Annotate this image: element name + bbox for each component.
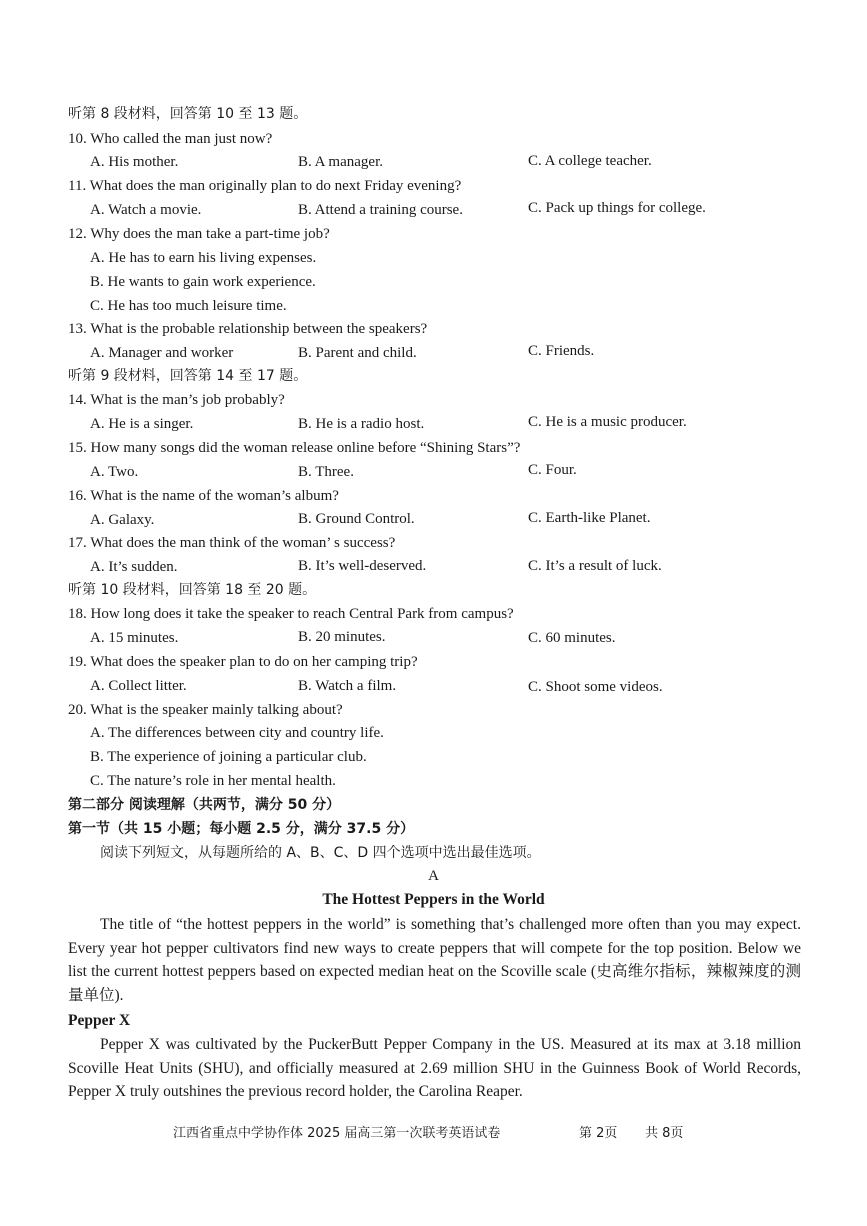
footer-total-pages: 共 8页 bbox=[645, 1126, 684, 1141]
q16-option-c: C. Earth-like Planet. bbox=[528, 510, 651, 526]
section10-header: 听第 10 段材料，回答第 18 至 20 题。 bbox=[68, 582, 317, 598]
passage-paragraph-1: The title of “the hottest peppers in the world” is something that’s challenged more often than you may expect. Every year hot pepper cultivators find new ways to create peppers that will compete for the top position. Below we list the current hottest peppers based on expected median heat on the Scoville scale (史高维尔指标，辣椒辣度的测量单位). bbox=[68, 916, 801, 1004]
passage-letter: A bbox=[428, 868, 439, 884]
q13-option-b: B. Parent and child. bbox=[298, 345, 417, 361]
question-18: 18. How long does it take the speaker to reach Central Park from campus? bbox=[68, 606, 514, 622]
q12-option-b: B. He wants to gain work experience. bbox=[90, 274, 316, 290]
section8-header: 听第 8 段材料，回答第 10 至 13 题。 bbox=[68, 106, 308, 122]
q13-option-a: A. Manager and worker bbox=[90, 345, 234, 361]
q19-option-b: B. Watch a film. bbox=[298, 678, 397, 694]
question-15: 15. How many songs did the woman release online before “Shining Stars”? bbox=[68, 440, 521, 456]
question-10: 10. Who called the man just now? bbox=[68, 131, 273, 147]
q10-option-a: A. His mother. bbox=[90, 154, 179, 170]
q20-option-c: C. The nature’s role in her mental health. bbox=[90, 773, 336, 789]
q11-option-b: B. Attend a training course. bbox=[298, 202, 463, 218]
q17-option-c: C. It’s a result of luck. bbox=[528, 558, 662, 574]
q18-option-b: B. 20 minutes. bbox=[298, 629, 386, 645]
q18-option-a: A. 15 minutes. bbox=[90, 630, 179, 646]
passage-paragraph-2: Pepper X was cultivated by the PuckerButt Pepper Company in the US. Measured at its max at 3.18 million Scoville Heat Units (SHU), and officially measured at 2.69 million SHU in the Guinness Book of World Records, Pepper X truly outshines the previous record holder, the Carolina Reaper. bbox=[68, 1036, 801, 1100]
q16-option-b: B. Ground Control. bbox=[298, 511, 415, 527]
q10-option-c: C. A college teacher. bbox=[528, 153, 652, 169]
q11-option-a: A. Watch a movie. bbox=[90, 202, 202, 218]
question-12: 12. Why does the man take a part-time job? bbox=[68, 226, 330, 242]
q19-option-a: A. Collect litter. bbox=[90, 678, 187, 694]
question-13: 13. What is the probable relationship between the speakers? bbox=[68, 321, 428, 337]
question-17: 17. What does the man think of the woman’ s success? bbox=[68, 535, 396, 551]
section9-header: 听第 9 段材料，回答第 14 至 17 题。 bbox=[68, 368, 308, 384]
q20-option-b: B. The experience of joining a particular club. bbox=[90, 749, 367, 765]
q15-option-b: B. Three. bbox=[298, 464, 354, 480]
part2-title: 第二部分 阅读理解（共两节，满分 50 分） bbox=[68, 797, 341, 813]
q19-option-c: C. Shoot some videos. bbox=[528, 679, 663, 695]
footer-exam-name: 江西省重点中学协作体 2025 届高三第一次联考英语试卷 bbox=[173, 1126, 501, 1141]
q17-option-a: A. It’s sudden. bbox=[90, 559, 178, 575]
q17-option-b: B. It’s well-deserved. bbox=[298, 558, 427, 574]
q14-option-c: C. He is a music producer. bbox=[528, 414, 687, 430]
q15-option-a: A. Two. bbox=[90, 464, 139, 480]
question-11: 11. What does the man originally plan to do next Friday evening? bbox=[68, 178, 462, 194]
q20-option-a: A. The differences between city and country life. bbox=[90, 725, 384, 741]
question-16: 16. What is the name of the woman’s album? bbox=[68, 488, 339, 504]
q11-option-c: C. Pack up things for college. bbox=[528, 200, 706, 216]
footer-page-number: 第 2页 bbox=[579, 1126, 618, 1141]
q12-option-a: A. He has to earn his living expenses. bbox=[90, 250, 317, 266]
part2-section1: 第一节（共 15 小题；每小题 2.5 分，满分 37.5 分） bbox=[68, 821, 415, 837]
question-19: 19. What does the speaker plan to do on her camping trip? bbox=[68, 654, 418, 670]
q16-option-a: A. Galaxy. bbox=[90, 512, 155, 528]
q15-option-c: C. Four. bbox=[528, 462, 577, 478]
passage-title: The Hottest Peppers in the World bbox=[322, 891, 545, 908]
q14-option-b: B. He is a radio host. bbox=[298, 416, 425, 432]
subheading-pepper-x: Pepper X bbox=[68, 1012, 131, 1029]
q13-option-c: C. Friends. bbox=[528, 343, 595, 359]
q10-option-b: B. A manager. bbox=[298, 154, 383, 170]
part2-instruction: 阅读下列短文，从每题所给的 A、B、C、D 四个选项中选出最佳选项。 bbox=[100, 845, 541, 861]
q12-option-c: C. He has too much leisure time. bbox=[90, 298, 287, 314]
question-20: 20. What is the speaker mainly talking about? bbox=[68, 702, 343, 718]
q18-option-c: C. 60 minutes. bbox=[528, 630, 616, 646]
q14-option-a: A. He is a singer. bbox=[90, 416, 194, 432]
question-14: 14. What is the man’s job probably? bbox=[68, 392, 285, 408]
